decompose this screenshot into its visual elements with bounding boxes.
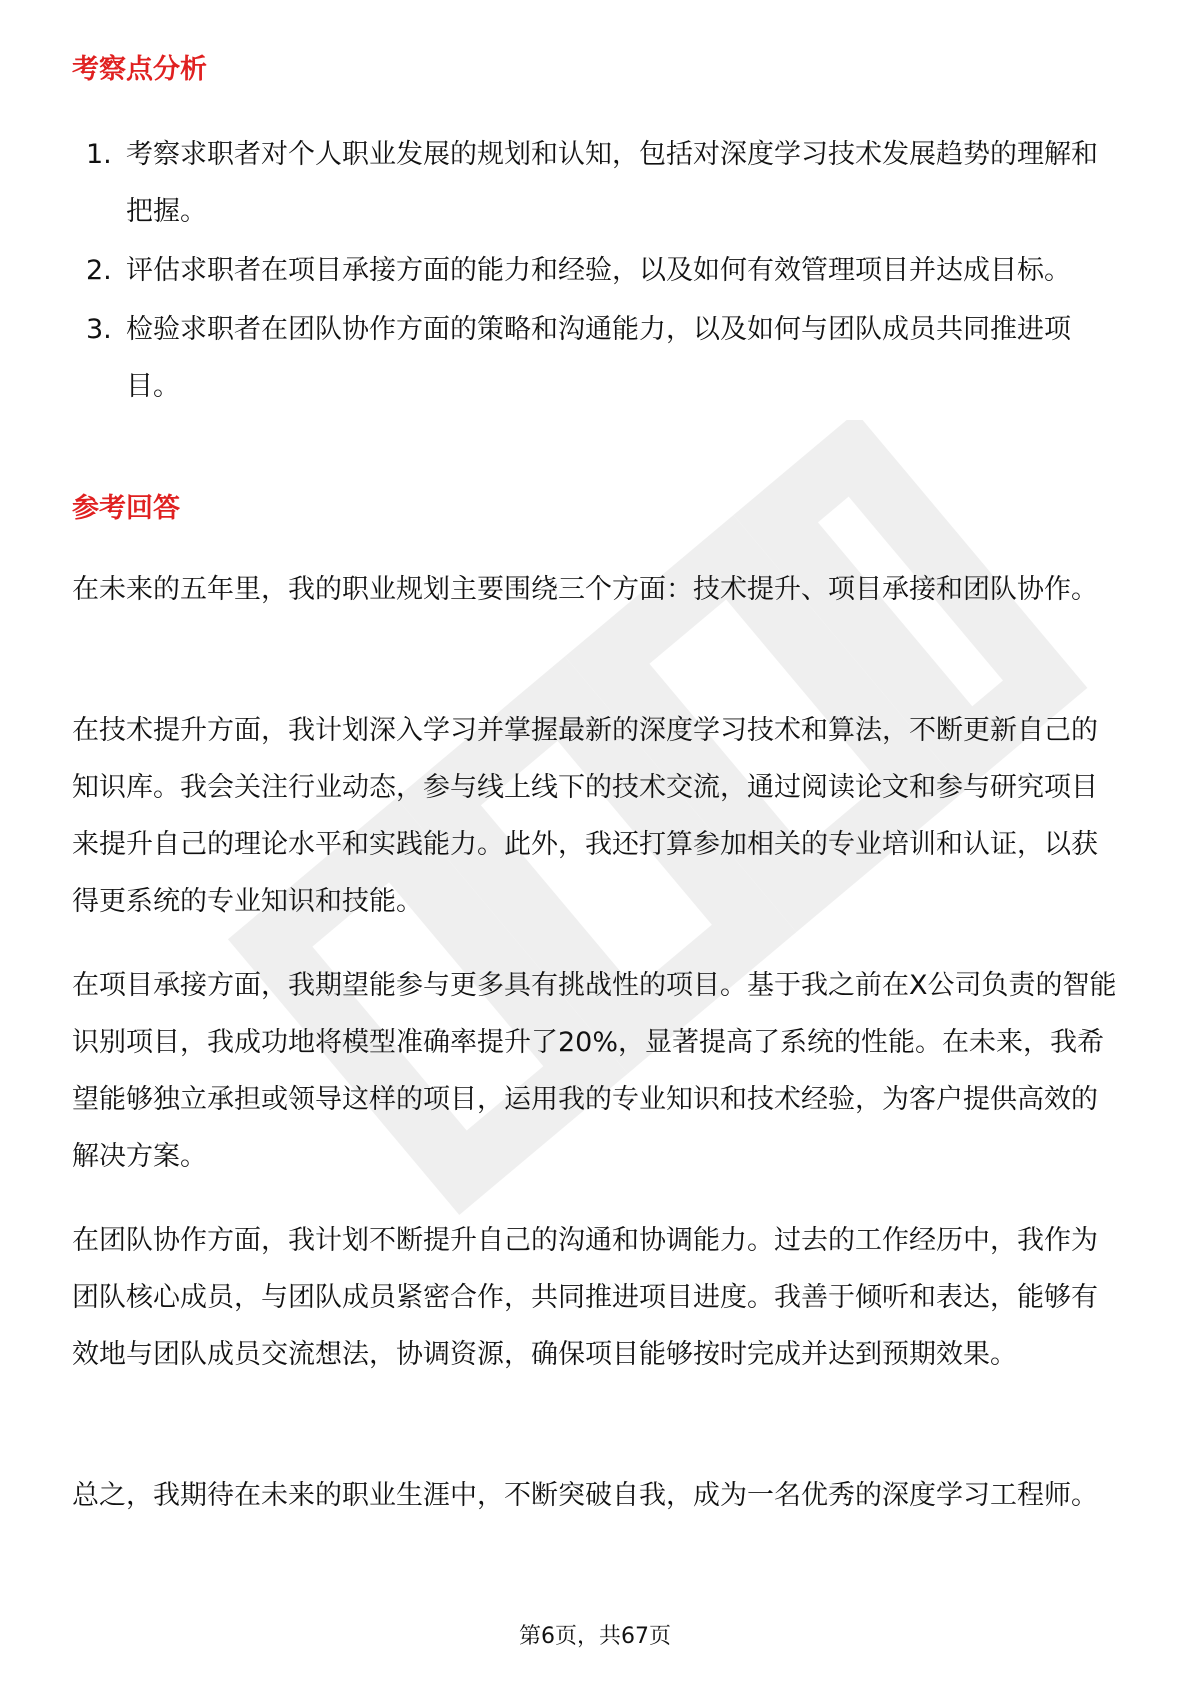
list-item-number: 3. — [86, 314, 112, 345]
answer-paragraph-summary: 总之，我期待在未来的职业生涯中，不断突破自我，成为一名优秀的深度学习工程师。 — [72, 1480, 1098, 1511]
list-item — [72, 301, 1122, 415]
analysis-list — [72, 126, 1122, 417]
analysis-heading: 考察点分析 — [72, 54, 207, 85]
answer-paragraph-tech: 在技术提升方面，我计划深入学习并掌握最新的深度学习技术和算法，不断更新自己的知识库。我会关注行业动态，参与线上线下的技术交流，通过阅读论文和参与研究项目来提升自己的理论水平和实践能力。此外，我还打算参加相关的专业培训和认证，以获得更系统的专业知识和技能。 — [72, 715, 1098, 917]
answer-paragraph-intro: 在未来的五年里，我的职业规划主要围绕三个方面：技术提升、项目承接和团队协作。 — [72, 574, 1098, 605]
list-item-number: 2. — [86, 255, 112, 286]
answer-paragraph-projects: 在项目承接方面，我期望能参与更多具有挑战性的项目。基于我之前在X公司负责的智能识别项目，我成功地将模型准确率提升了20%，显著提高了系统的性能。在未来，我希望能够独立承担或领导这样的项目，运用我的专业知识和技术经验，为客户提供高效的解决方案。 — [72, 970, 1117, 1172]
list-item — [72, 126, 1122, 240]
list-item-text: 评估求职者在项目承接方面的能力和经验，以及如何有效管理项目并达成目标。 — [126, 255, 1071, 286]
answer-heading: 参考回答 — [72, 493, 180, 524]
page-number-footer: 第6页，共67页 — [519, 1624, 671, 1649]
answer-paragraph-team: 在团队协作方面，我计划不断提升自己的沟通和协调能力。过去的工作经历中，我作为团队核心成员，与团队成员紧密合作，共同推进项目进度。我善于倾听和表达，能够有效地与团队成员交流想法，协调资源，确保项目能够按时完成并达到预期效果。 — [72, 1225, 1098, 1370]
list-item-number: 1. — [86, 139, 112, 170]
list-item-text: 考察求职者对个人职业发展的规划和认知，包括对深度学习技术发展趋势的理解和把握。 — [126, 139, 1098, 227]
list-item-text: 检验求职者在团队协作方面的策略和沟通能力，以及如何与团队成员共同推进项目。 — [126, 314, 1071, 402]
list-item — [72, 242, 1122, 299]
